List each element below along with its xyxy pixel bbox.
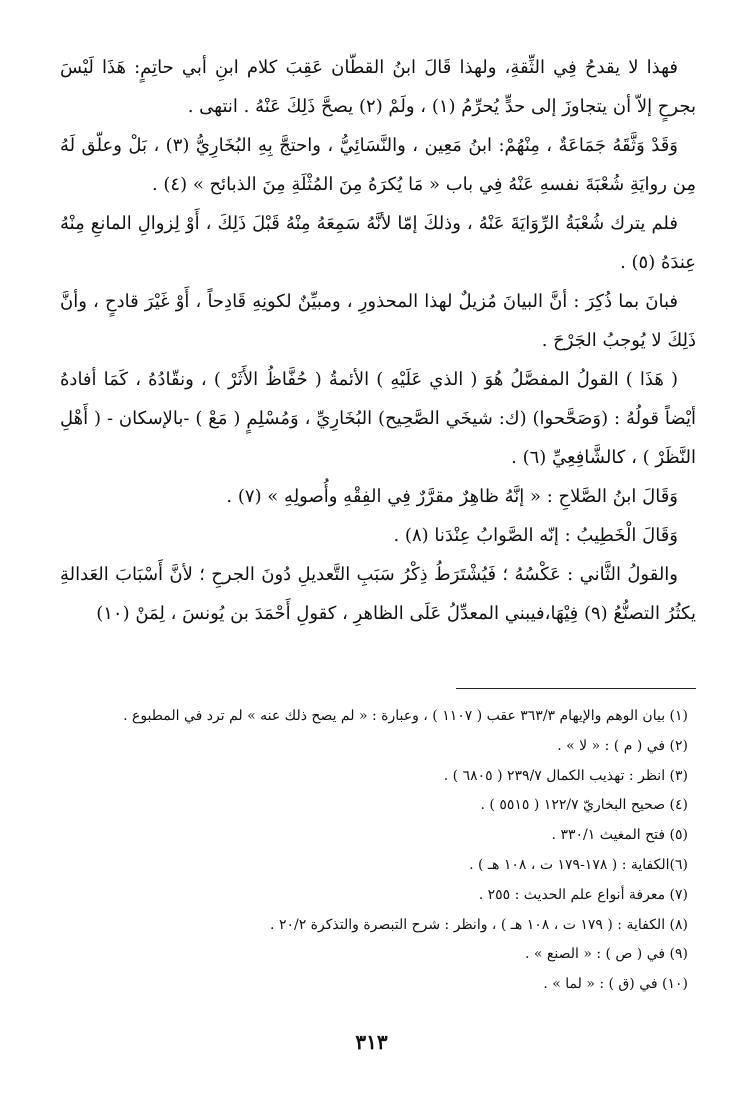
footnote-10: (١٠) في (ق ) : « لما » . [543,976,688,993]
paragraph-7: وَقَالَ الْخَطِيبُ : إنّه الصَّوابُ عِنْدَنا (٨) . [393,525,678,546]
footnote-1: (١) بيان الوهم والإيهام ٣٦٣/٣ عقب ( ١١٠٧ ) ، وعبارة : « لم يصح ذلك عنه » لم ترد في المطبوع . [123,708,688,724]
footnote-5: (٥) فتح المغيث ٣٣٠/١ . [551,827,688,844]
footnote-6: (٦)الكفاية : ( ١٧٨-١٧٩ ت ، ١٠٨ هـ ) . [469,856,688,873]
footnote-9: (٩) في ( ص ) : « الصنع » . [525,946,688,963]
paragraph-6: وَقَالَ ابنُ الصَّلاحِ : « إنَّهُ ظاهِرٌ مقرَّرٌ فِي الفِقْهِ وأُصولِهِ » (٧) . [226,486,678,507]
page [60,48,696,993]
paragraph-5: ( هَذَا ) القولُ المفصَّلُ هُوَ ( الذي عَلَيْهِ ) الأئمةُ ( حُفَّاظُ الأَثَرْ ) ، ونقّادُهُ ، كَمَا أفادهُ أيْضاً قولُهُ : (وَصَحَّحوا) (ك: شيخَي الصَّحِيح) البُخَارِيِّ ، وَمُسْلِمٍ ( مَعْ ) -بالإسكان - ( أَهْلِ النَّظَرْ ) ، كالشَّافِعِيِّ (٦) . [60,369,696,468]
main-text [60,48,696,633]
page-number: ٣١٣ [355,1030,388,1054]
paragraph-2: وَقَدْ وَثَّقَهُ جَمَاعَةٌ ، مِنْهُمْ: ابنُ مَعِين ، والنَّسَائِيُّ ، واحتجَّ بِهِ البُخَارِيُّ (٣) ، بَلْ وعلّق لَهُ مِن روايَةِ شُعْبَةَ نفسهِ عَنْهُ فِي باب « مَا يُكرَهُ مِنَ المُثْلَةِ مِنَ الذبائح » (٤) . [60,135,696,195]
footnote-7: (٧) معرفة أنواع علم الحديث : ٢٥٥ . [478,886,688,903]
paragraph-3: فلم يترك شُعْبَةُ الرِّوَايَةَ عَنْهُ ، وذلكَ إمّا لأنَّهُ سَمِعَهُ مِنْهُ قَبْلَ ذَلِكَ ، أَوْ لِزوالِ المانعِ مِنْهُ عِندَهُ (٥) . [60,213,696,273]
footnote-4: (٤) صحيح البخاريّ ١٢٢/٧ ( ٥٥١٥ ) . [480,797,688,814]
footnote-2: (٢) في ( م ) : « لا » . [557,737,688,754]
paragraph-4: فبانَ بما ذُكِرَ : أنَّ البيانَ مُزيلٌ لهذا المحذورِ ، ومبيِّنٌ لكونِهِ قَادِحاً ، أَوْ غَيْرَ قادحٍ ، وأنَّ ذَلِكَ لا يُوجبُ الجَرْحَ . [60,291,696,351]
footnotes [68,702,688,1000]
paragraph-8: والقولُ الثَّاني : عَكْسُهُ ؛ فَيُشْتَرَطُ ذِكْرُ سَبَبِ التَّعديلِ دُونَ الجرحِ ؛ لأنَّ أَسْبَابَ العَدالةِ يكثُرُ التصنُّعُ (٩) فِيْهَا،فيبني المعدِّلُ عَلَى الظاهرِ ، كقولِ أَحْمَدَ بن يُونسَ ، لِمَنْ (١٠) [60,564,696,624]
footnote-3: (٣) انظر : تهذيب الكمال ٢٣٩/٧ ( ٦٨٠٥ ) . [443,767,688,784]
footnote-divider [456,688,696,689]
footnote-8: (٨) الكفاية : ( ١٧٩ ت ، ١٠٨ هـ ) ، وانظر : شرح التبصرة والتذكرة ٢٠/٢ . [270,916,688,933]
paragraph-1: فهذا لا يقدحُ فِي الثِّقةِ، ولهذا قَالَ ابنُ القطّان عَقِبَ كلام ابنِ أبي حاتِمٍ: هَذَا لَيْسَ بجرحٍ إلاّ أن يتجاوزَ إلى حدٍّ يُحرِّمُ (١) ، ولَمْ (٢) يصحَّ ذَلِكَ عَنْهُ . انتهى . [60,57,696,117]
